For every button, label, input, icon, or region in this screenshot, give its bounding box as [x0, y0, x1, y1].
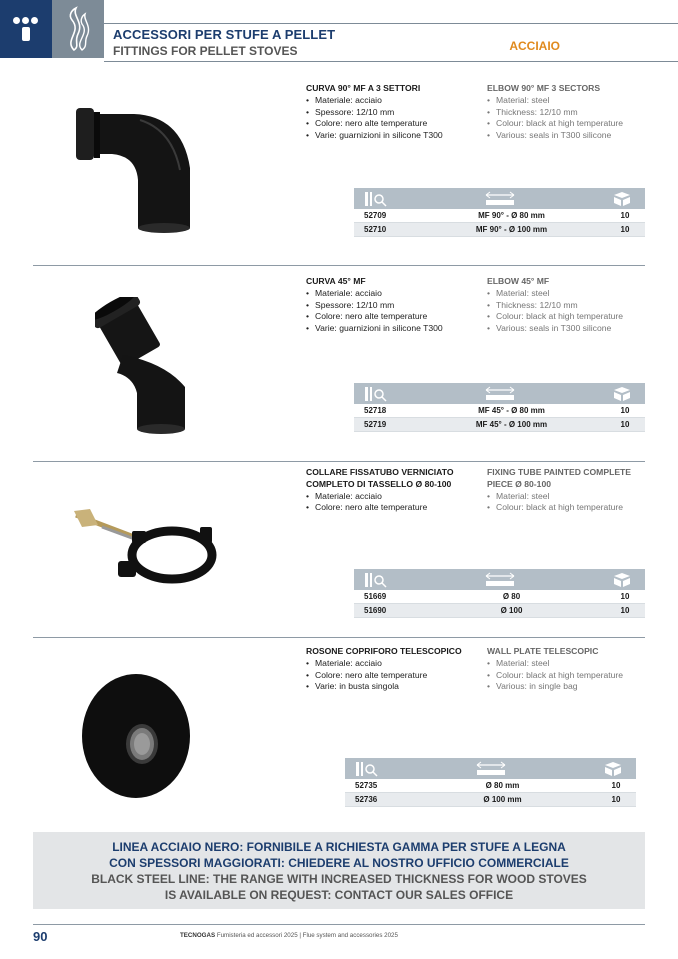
banner-it-line: CON SPESSORI MAGGIORATI: CHIEDERE AL NOSTRO UFFICIO COMMERCIALE	[109, 856, 569, 870]
ruler-dimension-icon	[475, 761, 507, 777]
product-3-desc-en	[487, 467, 631, 514]
product-code: 52710	[364, 225, 387, 234]
product-title: COLLARE FISSATUBO VERNICIATO	[306, 467, 454, 477]
product-title: WALL PLATE TELESCOPIC	[487, 646, 599, 656]
table-header	[354, 188, 645, 209]
product-title: COMPLETO DI TASSELLO Ø 80-100	[306, 478, 452, 489]
spec-item: • Colore: nero alte temperature	[306, 118, 443, 130]
spec-item: • Colore: nero alte temperature	[306, 670, 462, 682]
product-size: Ø 80	[502, 592, 521, 601]
notice-banner	[33, 832, 645, 909]
pack-qty: 10	[611, 781, 621, 790]
section-divider	[33, 461, 645, 462]
product-3-table	[354, 569, 645, 618]
product-size: Ø 100	[500, 606, 523, 615]
product-3-desc-it	[306, 467, 454, 514]
pack-qty: 10	[620, 606, 630, 615]
section-divider	[33, 637, 645, 638]
pack-qty: 10	[611, 795, 621, 804]
table-row	[354, 209, 645, 223]
product-code: 52718	[364, 406, 387, 415]
product-title: ELBOW 90° MF 3 SECTORS	[487, 83, 601, 93]
spec-item: • Colour: black at high temperature	[487, 311, 623, 323]
spec-item: • Various: in single bag	[487, 681, 623, 693]
product-code: 51690	[364, 606, 387, 615]
spec-item: • Material: steel	[487, 95, 623, 107]
product-4-table	[345, 758, 636, 807]
product-1-desc-en	[487, 83, 623, 142]
product-1-desc-it	[306, 83, 443, 142]
product-code: 52735	[355, 781, 378, 790]
product-size: MF 45° - Ø 80 mm	[478, 406, 545, 415]
pack-qty: 10	[620, 406, 630, 415]
spec-item: • Thickness: 12/10 mm	[487, 300, 623, 312]
spec-item: • Colour: black at high temperature	[487, 670, 623, 682]
spec-item: • Material: steel	[487, 288, 623, 300]
table-row	[345, 779, 636, 793]
product-4-desc-it	[306, 646, 462, 693]
pack-qty: 10	[620, 225, 630, 234]
footer-caption: Fumisteria ed accessori 2025 | Flue system and accessories 2025	[216, 932, 398, 939]
elbow-90-image	[72, 100, 197, 240]
product-title: FIXING TUBE PAINTED COMPLETE	[487, 467, 632, 477]
product-code: 52719	[364, 420, 387, 429]
product-size: MF 90° - Ø 100 mm	[475, 225, 548, 234]
spec-item: • Materiale: acciaio	[306, 658, 462, 670]
box-package-icon	[603, 761, 623, 777]
product-size: Ø 80 mm	[485, 781, 520, 790]
footer-text	[180, 932, 398, 939]
pipe-clamp-image	[72, 505, 222, 600]
product-title: PIECE Ø 80-100	[487, 478, 552, 489]
ruler-dimension-icon	[484, 386, 516, 402]
spec-item: • Material: steel	[487, 491, 631, 503]
product-title: CURVA 45° MF	[306, 276, 366, 286]
banner-en-line: BLACK STEEL LINE: THE RANGE WITH INCREASED THICKNESS FOR WOOD STOVES	[91, 872, 587, 886]
spec-item: • Colour: black at high temperature	[487, 118, 623, 130]
table-row	[354, 404, 645, 418]
product-title: ELBOW 45° MF	[487, 276, 550, 286]
table-header	[354, 569, 645, 590]
product-code: 51669	[364, 592, 387, 601]
spec-item: • Various: seals in T300 silicone	[487, 130, 623, 142]
spec-item: • Materiale: acciaio	[306, 95, 443, 107]
product-2-desc-it	[306, 276, 443, 335]
spec-item: • Spessore: 12/10 mm	[306, 107, 443, 119]
box-package-icon	[612, 572, 632, 588]
pack-qty: 10	[620, 592, 630, 601]
product-4-desc-en	[487, 646, 623, 693]
table-header	[345, 758, 636, 779]
product-2-table	[354, 383, 645, 432]
spec-item: • Varie: guarnizioni in silicone T300	[306, 323, 443, 335]
magnifier-code-icon	[364, 386, 388, 402]
product-title: CURVA 90° MF A 3 SETTORI	[306, 83, 421, 93]
spec-item: • Materiale: acciaio	[306, 491, 454, 503]
page-title: ACCESSORI PER STUFE A PELLET	[113, 27, 336, 42]
product-title: ROSONE COPRIFORO TELESCOPICO	[306, 646, 462, 656]
pack-qty: 10	[620, 211, 630, 220]
box-package-icon	[612, 191, 632, 207]
flame-smoke-icon	[52, 0, 104, 58]
wall-plate-image	[80, 672, 192, 805]
spec-item: • Colore: nero alte temperature	[306, 311, 443, 323]
ruler-dimension-icon	[484, 572, 516, 588]
table-header	[354, 383, 645, 404]
magnifier-code-icon	[364, 572, 388, 588]
product-size: MF 90° - Ø 80 mm	[478, 211, 545, 220]
banner-en-line: IS AVAILABLE ON REQUEST: CONTACT OUR SALES OFFICE	[164, 888, 514, 902]
header-top-rule	[104, 23, 678, 24]
footer-brand: TECNOGAS	[180, 932, 216, 939]
product-2-desc-en	[487, 276, 623, 335]
product-size: Ø 100 mm	[483, 795, 522, 804]
spec-item: • Colore: nero alte temperature	[306, 502, 454, 514]
spec-item: • Colour: black at high temperature	[487, 502, 631, 514]
table-row	[354, 223, 645, 237]
product-code: 52709	[364, 211, 387, 220]
banner-it-line: LINEA ACCIAIO NERO: FORNIBILE A RICHIESTA GAMMA PER STUFE A LEGNA	[112, 840, 566, 854]
spec-item: • Materiale: acciaio	[306, 288, 443, 300]
table-row	[354, 418, 645, 432]
magnifier-code-icon	[355, 761, 379, 777]
box-package-icon	[612, 386, 632, 402]
page-subtitle: FITTINGS FOR PELLET STOVES	[113, 44, 298, 58]
product-size: MF 45° - Ø 100 mm	[475, 420, 548, 429]
spec-item: • Material: steel	[487, 658, 623, 670]
spec-item: • Spessore: 12/10 mm	[306, 300, 443, 312]
section-divider	[33, 265, 645, 266]
product-1-table	[354, 188, 645, 237]
spec-item: • Varie: guarnizioni in silicone T300	[306, 130, 443, 142]
tecnogas-logo-icon	[0, 0, 52, 58]
magnifier-code-icon	[364, 191, 388, 207]
material-label: ACCIAIO	[509, 39, 560, 53]
pack-qty: 10	[620, 420, 630, 429]
header-bottom-rule	[104, 61, 678, 62]
footer-rule	[33, 924, 645, 925]
spec-item: • Various: seals in T300 silicone	[487, 323, 623, 335]
table-row	[345, 793, 636, 807]
table-row	[354, 604, 645, 618]
elbow-45-image	[95, 297, 195, 442]
spec-item: • Varie: in busta singola	[306, 681, 462, 693]
product-code: 52736	[355, 795, 378, 804]
table-row	[354, 590, 645, 604]
ruler-dimension-icon	[484, 191, 516, 207]
spec-item: • Thickness: 12/10 mm	[487, 107, 623, 119]
page-number: 90	[33, 929, 48, 944]
